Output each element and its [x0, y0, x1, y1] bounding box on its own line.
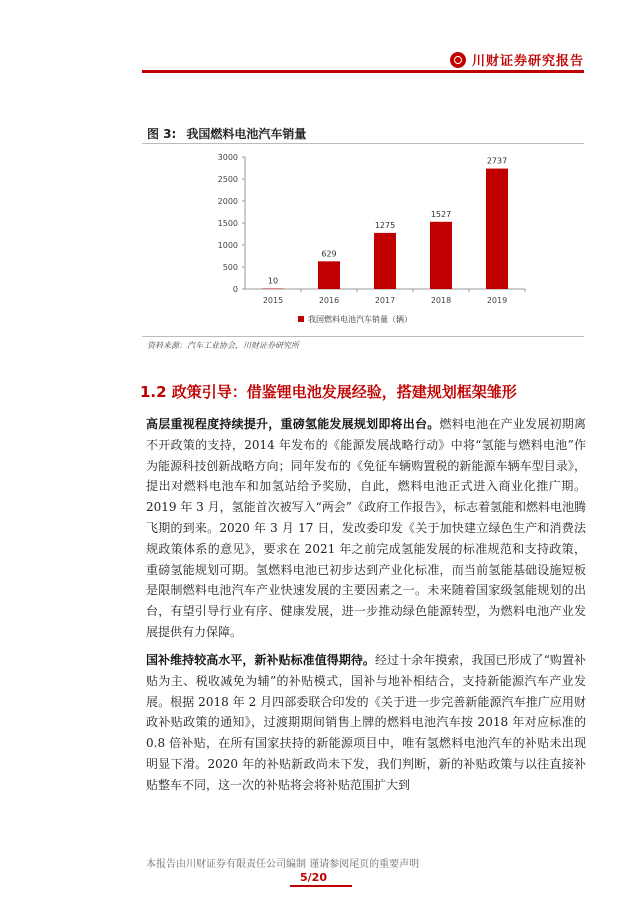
- x-tick-label: 2016: [318, 296, 340, 305]
- y-tick-label: 2000: [217, 197, 238, 206]
- y-tick-label: 1000: [217, 241, 238, 250]
- paragraph-hydrogen-policy: [146, 414, 586, 643]
- y-tick-label: 1500: [217, 219, 238, 228]
- data-label: 1527: [430, 209, 452, 219]
- paragraph-lead: 国补维持较高水平，新补贴标准值得期待。: [146, 653, 375, 667]
- report-brand: [450, 50, 584, 69]
- figure-top-rule: [142, 143, 584, 144]
- x-tick-label: 2019: [486, 296, 508, 305]
- y-tick-label: 3000: [217, 153, 238, 162]
- paragraph-body: 燃料电池在产业发展初期离不开政策的支持，2014 年发布的《能源发展战略行动》中将“氢能与燃料电池”作为能源科技创新战略方向；同年发布的《免征车辆购置税的新能源车辆车型目录》，提出对燃料电池车和加氢站给予奖励，自此，燃料电池正式进入商业化推广期。2019 年 3 月，氢能首次被写入“两会”《政府工作报告》，标志着氢能和燃料电池腾飞期的到来。2020 年 3 月 17 日，发改委印发《关于加快建立绿色生产和消费法规政策体系的意见》，要求在 2021 年之前完成氢能发展的标准规范和支持政策，重磅氢能规划可期。氢燃料电池已初步达到产业化标准，而当前氢能基础设施短板是限制燃料电池汽车产业快速发展的主要因素之一。未来随着国家级氢能规划的出台，有望引导行业有序、健康发展，进一步推动绿色能源转型，为燃料电池产业发展提供有力保障。: [146, 417, 586, 639]
- figure-caption: [147, 125, 306, 142]
- bar: [486, 169, 508, 289]
- y-tick-label: 500: [222, 263, 238, 272]
- data-label: 2737: [486, 156, 508, 166]
- header-divider: [142, 70, 584, 73]
- paragraph-subsidy: [146, 650, 586, 796]
- legend-swatch: [298, 316, 304, 322]
- bar: [374, 233, 396, 289]
- footer-disclaimer: 本报告由川财证券有限责任公司编制 谨请参阅尾页的重要声明: [146, 859, 420, 870]
- sales-bar-chart: [200, 146, 530, 334]
- y-tick-label: 2500: [217, 175, 238, 184]
- figure-number: 图 3:: [147, 127, 177, 141]
- figure-title: 我国燃料电池汽车销量: [186, 127, 307, 141]
- section-heading: 1.2 政策引导：借鉴锂电池发展经验，搭建规划框架雏形: [140, 383, 517, 401]
- figure-bottom-rule: [142, 336, 584, 337]
- x-tick-label: 2015: [262, 296, 284, 305]
- brand-name: 川财证券研究报告: [471, 54, 584, 69]
- page-number: 5/20: [300, 871, 327, 884]
- company-logo-icon: [450, 52, 466, 68]
- y-tick-label: 0: [232, 285, 238, 294]
- x-tick-label: 2017: [374, 296, 396, 305]
- paragraph-body: 经过十余年摸索，我国已形成了“购置补贴为主、税收减免为辅”的补贴模式，国补与地补相结合，支持新能源汽车产业发展。根据 2018 年 2 月四部委联合印发的《关于进一步完善新能源汽车推广应用财政补贴政策的通知》，过渡期期间销售上牌的燃料电池汽车按 2018 年对应标准的 0.8 倍补贴，在所有国家扶持的新能源项目中，唯有氢燃料电池汽车的补贴未出现明显下滑。2020 年的补贴新政尚未下发，我们判断，新的补贴政策与以往直接补贴整车不同，这一次的补贴将会将补贴范围扩大到: [146, 653, 586, 792]
- data-label: 10: [267, 276, 279, 286]
- data-label: 1275: [374, 220, 396, 230]
- data-label: 629: [321, 249, 337, 259]
- paragraph-lead: 高层重视程度持续提升，重磅氢能发展规划即将出台。: [146, 417, 440, 431]
- x-tick-label: 2018: [430, 296, 452, 305]
- bar: [318, 261, 340, 289]
- bar: [430, 222, 452, 289]
- figure-source: 资料来源：汽车工业协会，川财证券研究所: [147, 341, 299, 350]
- legend-label: 我国燃料电池汽车销量（辆）: [308, 315, 412, 324]
- page-number-underline: [290, 885, 352, 887]
